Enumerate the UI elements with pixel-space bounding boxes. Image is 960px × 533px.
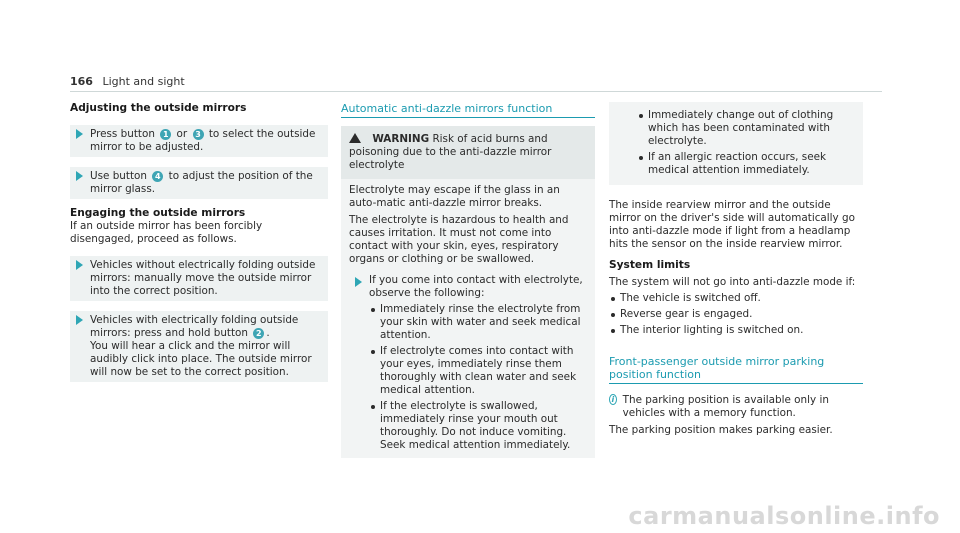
system-limits-intro: The system will not go into anti-dazzle mode if: [609, 276, 856, 288]
step-arrow-icon [76, 315, 83, 325]
list-item: Immediately rinse the electrolyte from your skin with water and seek medical attention. [369, 303, 587, 342]
list-item: The interior lighting is switched on. [609, 324, 863, 337]
anti-dazzle-heading: Automatic anti-dazzle mirrors function [341, 102, 595, 118]
list-item: The vehicle is switched off. [609, 292, 863, 305]
warning-paragraph: The electrolyte is hazardous to health and causes irritation. It must not come into contact with your skin, eyes, respiratory organs or clothing or be swallowed. [349, 214, 569, 265]
adjusting-heading: Adjusting the outside mirrors [70, 102, 247, 114]
step-text: . [266, 327, 270, 339]
step-text: Use button [90, 170, 147, 182]
step-arrow-icon [355, 277, 362, 287]
parking-position-text: The parking position makes parking easier. [609, 424, 833, 436]
step-manual-mirror [70, 256, 328, 301]
info-icon: i [609, 394, 617, 405]
page-header [70, 75, 185, 88]
chapter-title: Light and sight [102, 75, 185, 88]
column-2 [341, 102, 595, 458]
step-result-text: You will hear a click and the mirror will audibly click into place. The outside mirror will now be set to the correct position. [90, 340, 312, 378]
step-text: or [176, 128, 188, 140]
step-text: Vehicles without electrically folding outside mirrors: manually move the outside mirror into the correct position. [90, 259, 316, 297]
step-select-mirror [70, 125, 328, 157]
warning-box [341, 126, 595, 458]
warning-header [341, 126, 595, 179]
list-item: Immediately change out of clothing which has been contaminated with electrolyte. [637, 109, 855, 148]
warning-body [341, 179, 595, 458]
button-3-badge: 3 [193, 129, 204, 140]
info-text: The parking position is available only in vehicles with a memory function. [622, 394, 829, 419]
engaging-heading: Engaging the outside mirrors [70, 207, 246, 219]
step-arrow-icon [76, 171, 83, 181]
system-limits-heading: System limits [609, 259, 691, 271]
warning-label: WARNING [372, 133, 430, 145]
step-text: to select the outside mirror to be adjusted. [90, 128, 316, 153]
button-2-badge: 2 [253, 328, 264, 339]
anti-dazzle-description: The inside rearview mirror and the outside mirror on the driver's side will automatically go into anti-dazzle mode if light from a headlamp hits the sensor on the inside rearview mirror. [609, 199, 855, 250]
step-adjust-glass [70, 167, 328, 199]
list-item: Reverse gear is engaged. [609, 308, 863, 321]
page-number: 166 [70, 75, 93, 88]
step-arrow-icon [76, 260, 83, 270]
list-item: If an allergic reaction occurs, seek medical attention immediately. [637, 151, 855, 177]
step-electric-mirror [70, 311, 328, 382]
step-arrow-icon [76, 129, 83, 139]
info-note [609, 394, 863, 420]
watermark: carmanualsonline.info [628, 502, 940, 530]
step-text: Vehicles with electrically folding outside mirrors: press and hold button [90, 314, 299, 339]
column-1 [70, 102, 328, 382]
engaging-text: If an outside mirror has been forcibly disengaged, proceed as follows. [70, 220, 263, 245]
list-item: If the electrolyte is swallowed, immediately rinse your mouth out thoroughly. Do not induce vomiting. Seek medical attention immediately. [369, 400, 587, 452]
step-text: to adjust the position of the mirror glass. [90, 170, 313, 195]
warning-paragraph: Electrolyte may escape if the glass in an auto-matic anti-dazzle mirror breaks. [349, 184, 560, 209]
warning-box-continued [609, 102, 863, 185]
warning-triangle-icon [349, 133, 361, 143]
column-3 [609, 102, 863, 437]
button-1-badge: 1 [160, 129, 171, 140]
step-text: If you come into contact with electrolyte, observe the following: [369, 274, 583, 299]
list-item: If electrolyte comes into contact with your eyes, immediately rinse them thoroughly with clean water and seek medical attention. [369, 345, 587, 397]
parking-position-heading: Front-passenger outside mirror parking position function [609, 355, 863, 384]
warning-title: Risk of acid burns and poisoning due to the anti-dazzle mirror electrolyte [349, 133, 552, 171]
button-4-badge: 4 [152, 171, 163, 182]
warning-step [349, 274, 587, 452]
step-text: Press button [90, 128, 155, 140]
header-rule [70, 91, 882, 92]
